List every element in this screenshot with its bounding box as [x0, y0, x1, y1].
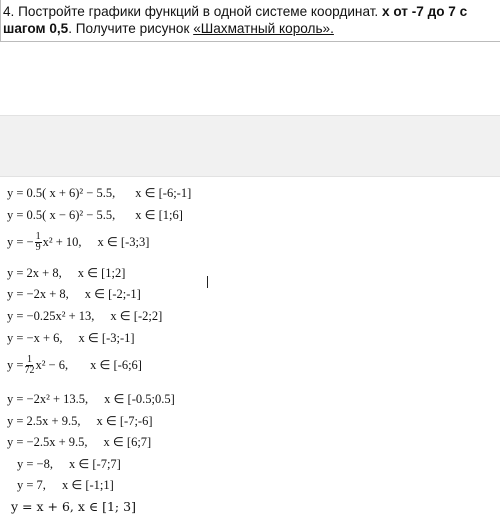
fraction: [35, 232, 42, 253]
formula-domain: x ∈ [-3;-1]: [78, 331, 135, 345]
formula-domain: x ∈ [-1;1]: [61, 478, 114, 492]
formula-row: [7, 264, 125, 282]
formula-equation: y = −2.5x + 9.5,: [7, 435, 88, 449]
task-statement: [0, 0, 500, 42]
separator-band: [0, 115, 500, 177]
task-text-1: Постройте графики функций в одной системе координат.: [14, 4, 382, 19]
formula-equation: y = −x + 6,: [7, 331, 63, 345]
formula-row: [7, 184, 191, 202]
formula-equation: y = 0.5( x + 6)² − 5.5,: [7, 186, 116, 200]
formula-domain: x ∈ [-6;-1]: [135, 186, 192, 200]
formula-equation: y = 0.5( x − 6)² − 5.5,: [7, 208, 116, 222]
formula-row: [7, 206, 183, 224]
formula-row: [7, 390, 175, 408]
fraction-numerator: 1: [35, 230, 41, 242]
fraction: [24, 355, 34, 376]
formula-equation: y = x + 6, x ∈ [1; 3]: [11, 499, 136, 514]
formula-row: [7, 352, 142, 378]
formula-equation-prefix: y =: [7, 358, 24, 372]
formula-row: [11, 498, 136, 516]
task-number: 4.: [3, 4, 15, 19]
formula-row: [17, 455, 121, 473]
formula-row: [7, 412, 153, 430]
formula-domain: x ∈ [-2;-1]: [84, 287, 141, 301]
formula-equation-suffix: x² − 6,: [35, 358, 69, 372]
formula-domain: x ∈ [-7;-6]: [96, 414, 153, 428]
fraction-numerator: 1: [26, 353, 32, 365]
formula-equation: y = 7,: [17, 478, 46, 492]
formula-equation: y = −2x² + 13.5,: [7, 392, 89, 406]
task-picture-name: «Шахматный король».: [193, 21, 334, 36]
task-text-2: . Получите рисунок: [68, 21, 194, 36]
formula-equation: y = 2.5x + 9.5,: [7, 414, 81, 428]
formula-equation: y = −0.25x² + 13,: [7, 309, 95, 323]
formula-row: [7, 329, 135, 347]
formula-domain: x ∈ [-2;2]: [110, 309, 163, 323]
formula-domain: x ∈ [6;7]: [103, 435, 152, 449]
formula-equation: y = −2x + 8,: [7, 287, 69, 301]
formula-equation: y = 2x + 8,: [7, 266, 62, 280]
formula-domain: x ∈ [-0.5;0.5]: [104, 392, 175, 406]
formula-equation-prefix: y = −: [7, 235, 34, 249]
formula-row: [17, 476, 114, 494]
formula-row: [7, 230, 149, 254]
formula-domain: x ∈ [1;2]: [77, 266, 126, 280]
formula-domain: x ∈ [-6;6]: [90, 358, 142, 372]
formula-row: [7, 285, 141, 303]
formula-equation: y = −8,: [17, 457, 53, 471]
formula-domain: x ∈ [-7;7]: [68, 457, 121, 471]
formula-equation-suffix: x² + 10,: [42, 235, 82, 249]
fraction-denominator: 9: [35, 241, 41, 253]
task-range: х от -7 до 7 с шагом 0,5: [3, 4, 468, 36]
formula-row: [7, 307, 162, 325]
text-cursor: [207, 276, 208, 288]
formula-row: [7, 433, 151, 451]
formula-domain: x ∈ [1;6]: [135, 208, 183, 222]
fraction-denominator: 72: [24, 364, 35, 376]
formula-domain: x ∈ [-3;3]: [97, 235, 150, 249]
